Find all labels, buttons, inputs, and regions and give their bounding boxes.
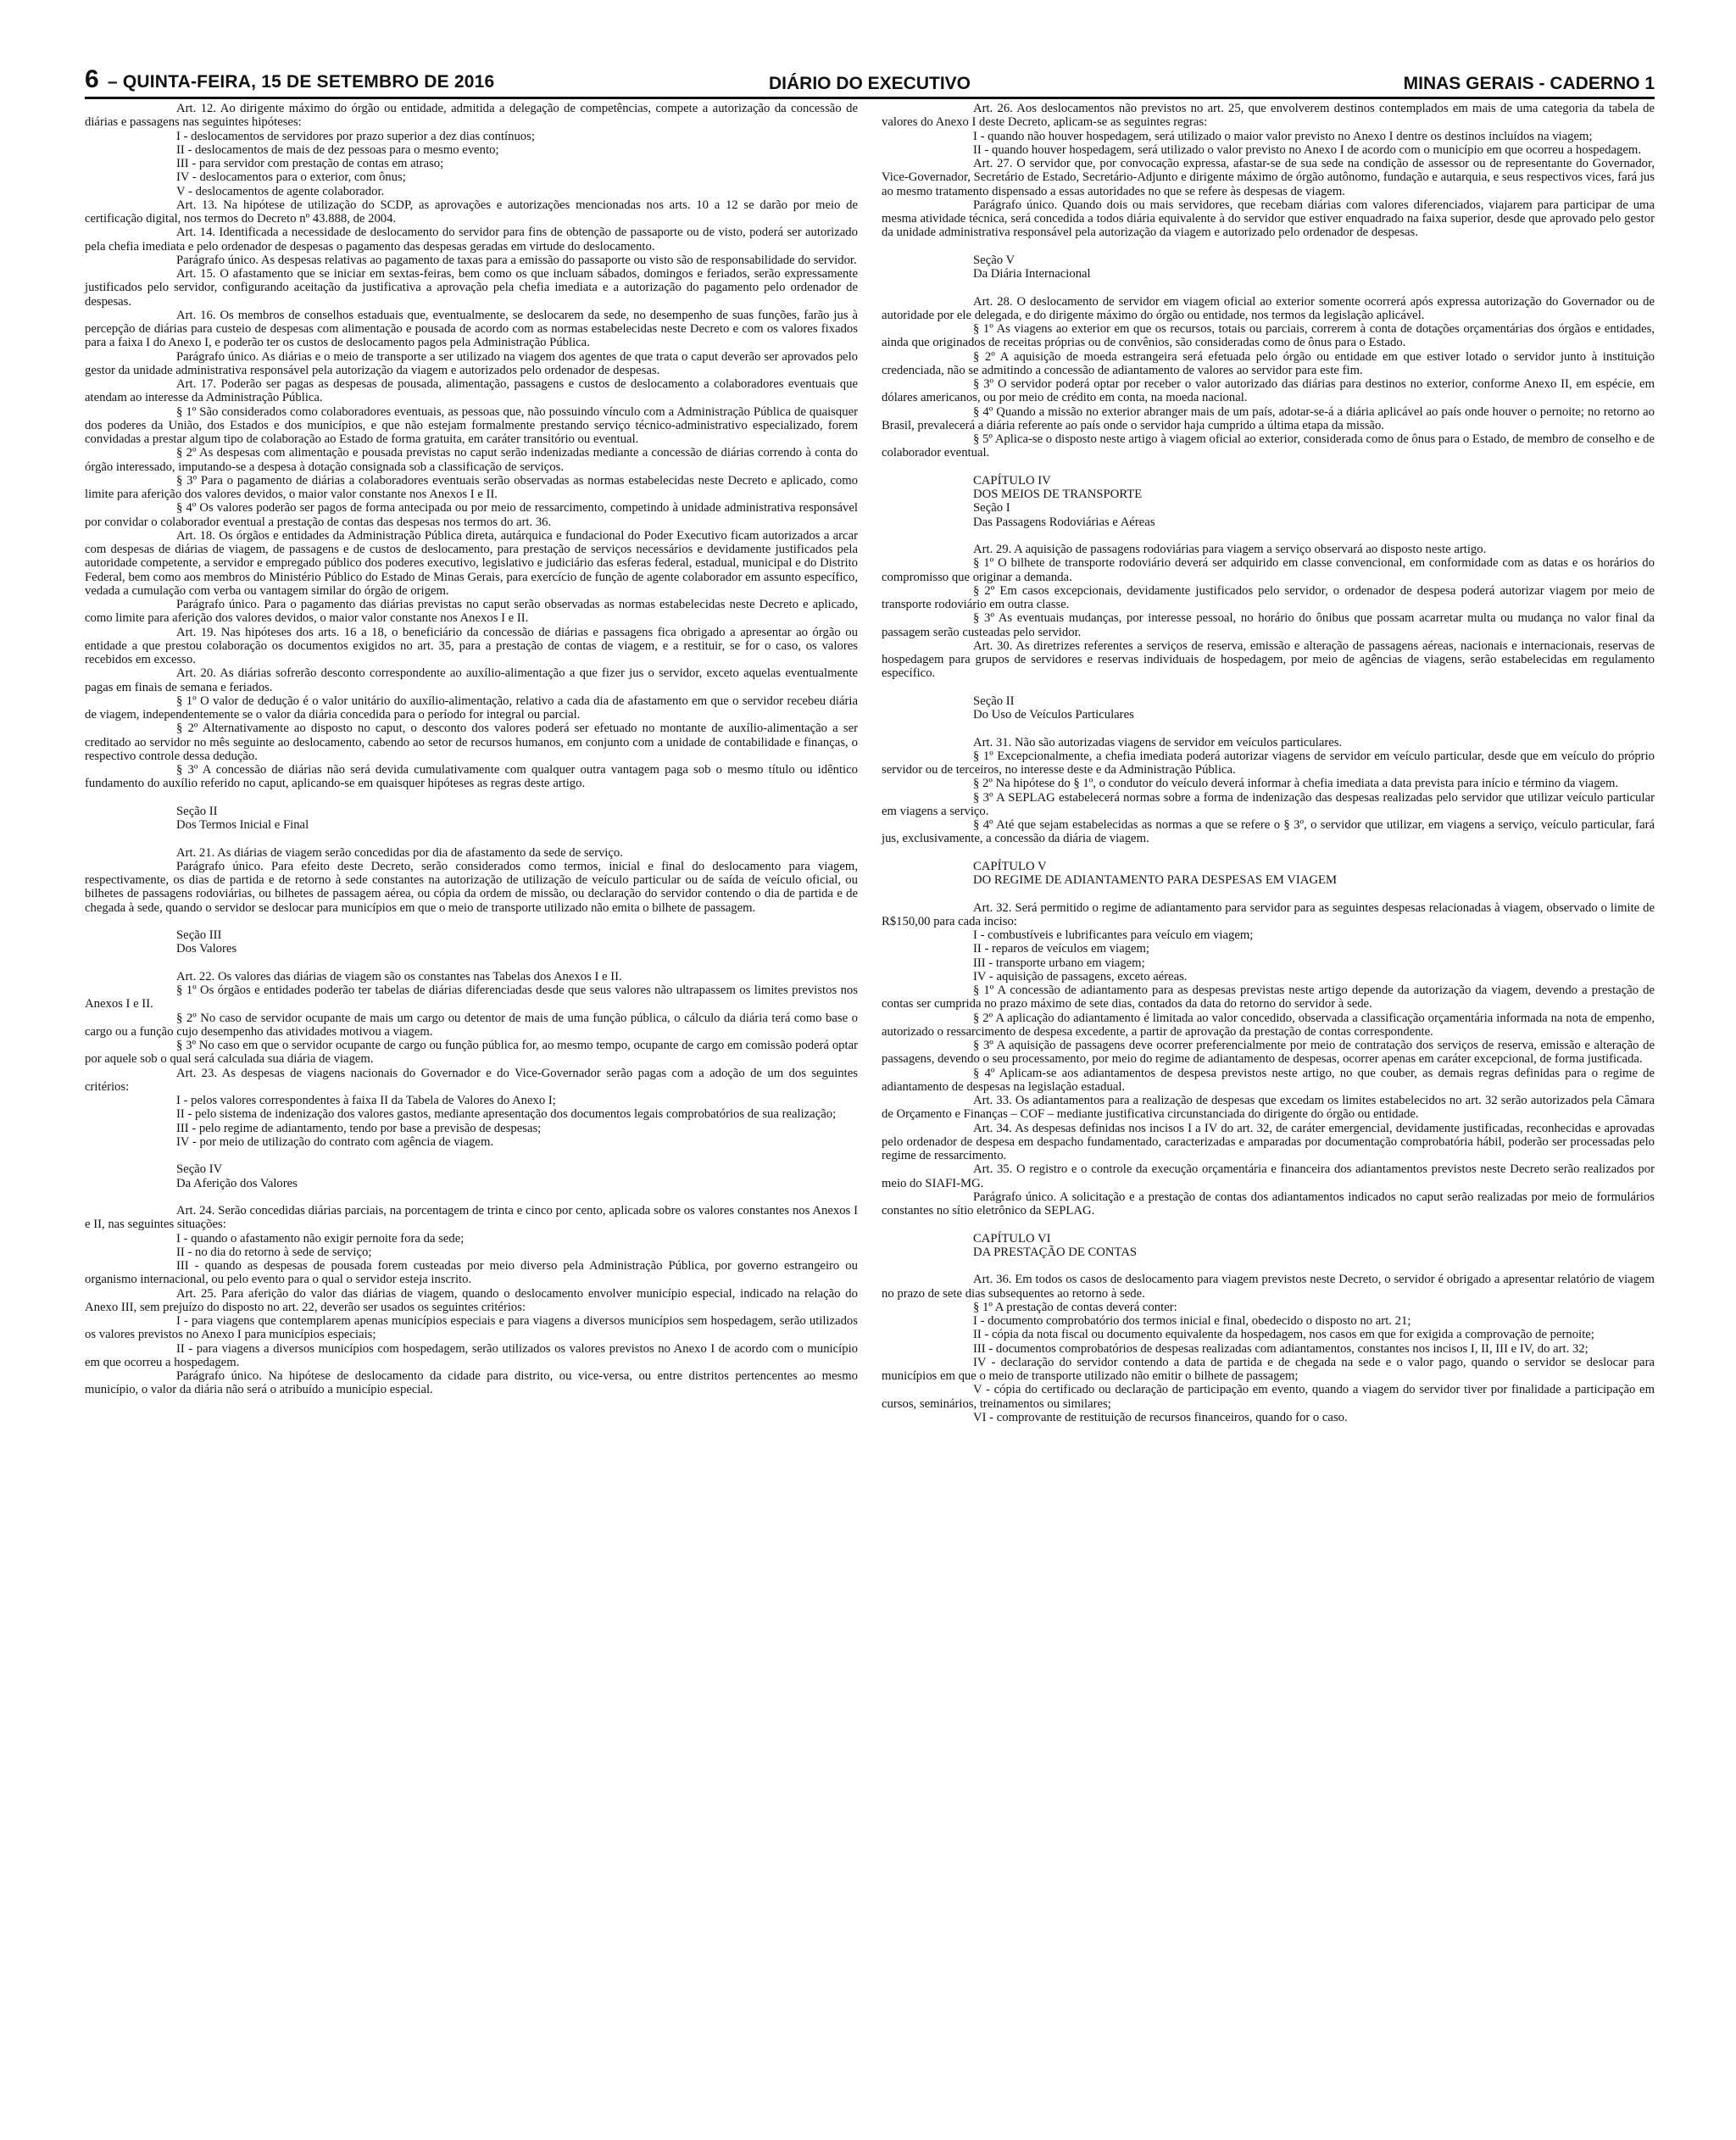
paragraph: Art. 35. O registro e o controle da execução orçamentária e financeira dos adiantamentos previstos neste Decreto serão realizados por meio do SIAFI-MG.: [882, 1162, 1655, 1190]
paragraph: II - cópia da nota fiscal ou documento equivalente da hospedagem, nos casos em que for exigida a comprovação de pernoite;: [973, 1328, 1594, 1342]
paragraph: § 4º Os valores poderão ser pagos de forma antecipada ou por meio de ressarcimento, competindo à unidade administrativa responsável por convidar o colaborador eventual a prestação de contas das despesas nos termos do art. 36.: [85, 501, 858, 529]
paragraph: V - deslocamentos de agente colaborador.: [176, 184, 385, 198]
paragraph: III - para servidor com prestação de contas em atraso;: [176, 157, 444, 170]
paragraph: Parágrafo único. Na hipótese de deslocamento da cidade para distrito, ou vice-versa, ou entre distritos pertencentes ao mesmo município, o valor da diária não será o atribuído a município especial.: [85, 1369, 858, 1397]
paragraph: Art. 19. Nas hipóteses dos arts. 16 a 18, o beneficiário da concessão de diárias e passagens fica obrigado a apresentar ao órgão ou entidade a que prestou colaboração os documentos exigidos no art. 35, para a prestação de contas de viagem, e a restituir, se for o caso, os valores recebidos em excesso.: [85, 625, 858, 666]
paragraph: Art. 24. Serão concedidas diárias parciais, na porcentagem de trinta e cinco por cento, aplicada sobre os valores constantes nos Anexos I e II, nas seguintes situações:: [85, 1204, 858, 1232]
chapter-title: DOS MEIOS DE TRANSPORTE: [973, 488, 1143, 501]
paragraph: Art. 34. As despesas definidas nos incisos I a IV do art. 32, de caráter emergencial, devidamente justificadas, reconhecidas e aprovadas pelo ordenador de despesa em despacho fundamentado, caracterizadas e amparadas por documentação comprobatória hábil, poderão ser processadas pelo regime de ressarcimento.: [882, 1121, 1655, 1162]
paragraph: Art. 18. Os órgãos e entidades da Administração Pública direta, autárquica e fundacional do Poder Executivo ficam autorizados a arcar com despesas de diárias de viagem, de passagens e de custos de deslocamento, para prestação de serviços necessários e devidamente justificados pela autoridade competente, a servidor e empregado público dos poderes executivo, legislativo e judiciário das esferas federal, estadual, municipal e do Distrito Federal, bem como aos membros do Ministério Público do Estado de Minas Gerais, para exercício de função de agente colaborador em assunto específico, vedada a cumulação com verba ou vantagem similar do órgão de origem.: [85, 528, 858, 598]
paragraph: Parágrafo único. As diárias e o meio de transporte a ser utilizado na viagem dos agentes de que trata o caput deverão ser aprovados pelo gestor da unidade administrativa responsável pela autorização da viagem e autorizados pelo ordenador de despesas.: [85, 349, 858, 377]
paragraph: § 2º Em casos excepcionais, devidamente justificados pelo servidor, o ordenador de despesa poderá autorizar viagem por meio de transporte rodoviário em outra classe.: [882, 583, 1655, 611]
chapter-title: DO REGIME DE ADIANTAMENTO PARA DESPESAS EM VIAGEM: [973, 873, 1338, 887]
section-subheading: Do Uso de Veículos Particulares: [973, 708, 1134, 722]
paragraph: II - reparos de veículos em viagem;: [973, 942, 1149, 956]
paragraph: Art. 29. A aquisição de passagens rodoviárias para viagem a serviço observará ao disposto neste artigo.: [973, 543, 1487, 556]
paragraph: Art. 12. Ao dirigente máximo do órgão ou entidade, admitida a delegação de competências, compete a autorização da concessão de diárias e passagens nas seguintes hipóteses:: [85, 102, 858, 130]
paragraph: § 1º A prestação de contas deverá conter:: [973, 1300, 1177, 1314]
paragraph: Art. 16. Os membros de conselhos estaduais que, eventualmente, se deslocarem da sede, no desempenho de suas funções, farão jus à percepção de diárias para custeio de despesas com alimentação e pousada de acordo com as normas estabelecidas neste Decreto e com os valores fixados para a faixa I do Anexo I, e poderão ter os custos de deslocamento pagos pela Administração Pública.: [85, 308, 858, 350]
paragraph: § 1º O valor de dedução é o valor unitário do auxílio-alimentação, relativo a cada dia de afastamento em que o servidor recebeu diária de viagem, independentemente se o valor da diária concedida para o período for integral ou parcial.: [85, 694, 858, 722]
paragraph: Art. 13. Na hipótese de utilização do SCDP, as aprovações e autorizações mencionadas nos arts. 10 a 12 se darão por meio de certificação digital, nos termos do Decreto nº 43.888, de 2004.: [85, 198, 858, 226]
paragraph: I - quando não houver hospedagem, será utilizado o maior valor previsto no Anexo I dentre os destinos incluídos na viagem;: [973, 129, 1593, 143]
paragraph: § 2º No caso de servidor ocupante de mais um cargo ou detentor de mais de uma função pública, o cálculo da diária terá como base o cargo ou a função cujo desempenho das atividades motivou a viagem.: [85, 1011, 858, 1039]
section-title: MINAS GERAIS - CADERNO 1: [1403, 74, 1655, 93]
paragraph: III - transporte urbano em viagem;: [973, 956, 1145, 970]
paragraph: Art. 22. Os valores das diárias de viagem são os constantes nas Tabelas dos Anexos I e II.: [176, 969, 622, 984]
paragraph: Art. 14. Identificada a necessidade de deslocamento do servidor para fins de obtenção de passaporte ou de visto, poderá ser autorizado pela chefia imediata e pelo ordenador de despesas o pagamento das despesas geradas em virtude do deslocamento.: [85, 226, 858, 254]
paragraph: I - pelos valores correspondentes à faixa II da Tabela de Valores do Anexo I;: [176, 1094, 556, 1107]
paragraph: Parágrafo único. Para efeito deste Decreto, serão considerados como termos, inicial e final do deslocamento para viagem, respectivamente, os dias de partida e de retorno à sede constantes na autorização de utilização de veículo particular ou de saída de veículo oficial, ou bilhetes de passagens rodoviárias, ou bilhetes de passagem aérea, ou cópia da ordem de missão, ou declaração do servidor contendo o dia de partida e de chegada à sede, quando o servidor se deslocar para municípios em que o meio de transporte utilizado não emita o bilhete de passagem.: [85, 859, 858, 915]
paragraph: V - cópia do certificado ou declaração de participação em evento, quando a viagem do servidor tiver por finalidade a participação em cursos, seminários, treinamentos ou similares;: [882, 1383, 1655, 1411]
paragraph: § 2º Na hipótese do § 1º, o condutor do veículo deverá informar à chefia imediata a data prevista para início e término da viagem.: [973, 777, 1619, 791]
paragraph: VI - comprovante de restituição de recursos financeiros, quando for o caso.: [973, 1410, 1348, 1424]
paragraph: § 3º A SEPLAG estabelecerá normas sobre a forma de indenização das despesas realizadas pelo servidor que utilizar veículo particular em viagens a serviço.: [882, 790, 1655, 818]
section-subheading: Dos Termos Inicial e Final: [176, 818, 309, 832]
paragraph: Art. 33. Os adiantamentos para a realização de despesas que excedam os limites estabelecidos no art. 32 serão autorizados pela Câmara de Orçamento e Finanças – COF – mediante justificativa circunstanciada do dirigente do órgão ou entidade.: [882, 1094, 1655, 1122]
paragraph: § 1º A concessão de adiantamento para as despesas previstas neste artigo depende da autorização da viagem, devendo a prestação de contas ser cumprida no prazo máximo de sete dias, contados da data do retorno do servidor à sede.: [882, 984, 1655, 1011]
paragraph: § 3º Para o pagamento de diárias a colaboradores eventuais serão observadas as normas estabelecidas neste Decreto e aplicado, como limite para aferição dos valores devidos, o maior valor constante nos Anexos I e II.: [85, 473, 858, 501]
section-heading: Seção II: [973, 694, 1015, 708]
paragraph: I - deslocamentos de servidores por prazo superior a dez dias contínuos;: [176, 129, 535, 143]
paragraph: § 3º A concessão de diárias não será devida cumulativamente com qualquer outra vantagem paga sob o mesmo título ou idêntico fundamento do auxílio referido no caput, aplicando-se em quaisquer hipóteses as regras deste artigo.: [85, 763, 858, 791]
paragraph: § 3º A aquisição de passagens deve ocorrer preferencialmente por meio de contratação dos serviços de reserva, emissão e alteração de passagens, devendo o seu processamento, por meio do regime de adiantamento de despesas, ocorrer apenas em caráter excepcional, de forma justificada.: [882, 1039, 1655, 1067]
paragraph: § 3º As eventuais mudanças, por interesse pessoal, no horário do ônibus que possam acarretar multa ou mudança no valor final da passagem serão custeadas pelo servidor.: [882, 611, 1655, 639]
paragraph: § 1º As viagens ao exterior em que os recursos, totais ou parciais, correrem à conta de dotações orçamentárias dos órgãos e entidades, ainda que originados de receitas próprias ou de convênios, são consideradas como de ônus para o Estado.: [882, 322, 1655, 350]
paragraph: § 4º Aplicam-se aos adiantamentos de despesa previstos neste artigo, no que couber, as demais regras definidas para o regime de adiantamento de despesas na legislação estadual.: [882, 1066, 1655, 1094]
paragraph: IV - declaração do servidor contendo a data de partida e de chegada na sede e o valor pago, quando o servidor se deslocar para municípios em que o meio de transporte utilizado não emitir o bilhete de passagem;: [882, 1355, 1655, 1383]
paragraph: § 1º São considerados como colaboradores eventuais, as pessoas que, não possuindo vínculo com a Administração Pública de quaisquer dos poderes da União, dos Estados e dos municípios, e que não estejam formalmente prestando serviço técnico-administrativo especializado, forem convidadas a prestar algum tipo de colaboração ao Estado de forma gratuita, em caráter transitório ou eventual.: [85, 404, 858, 446]
paragraph: § 4º Quando a missão no exterior abranger mais de um país, adotar-se-á a diária aplicável ao país onde houver o pernoite; no retorno ao Brasil, prevalecerá a diária referente ao país onde o servidor haja cumprido a última etapa da missão.: [882, 404, 1655, 432]
paragraph: III - pelo regime de adiantamento, tendo por base a previsão de despesas;: [176, 1121, 542, 1135]
paragraph: Art. 23. As despesas de viagens nacionais do Governador e do Vice-Governador serão pagas com a adoção de um dos seguintes critérios:: [85, 1066, 858, 1094]
paragraph: Art. 31. Não são autorizadas viagens de servidor em veículos particulares.: [973, 735, 1343, 750]
section-subheading: Dos Valores: [176, 942, 237, 956]
paragraph: II - no dia do retorno à sede de serviço;: [176, 1245, 372, 1259]
paragraph: I - quando o afastamento não exigir pernoite fora da sede;: [176, 1231, 465, 1246]
paragraph: § 4º Até que sejam estabelecidas as normas a que se refere o § 3º, o servidor que utilizar, em viagens a serviço, veículo particular, fará jus, exclusivamente, a concessão da diária de viagem.: [882, 818, 1655, 846]
chapter-title: DA PRESTAÇÃO DE CONTAS: [973, 1245, 1138, 1259]
paragraph: § 5º Aplica-se o disposto neste artigo à viagem oficial ao exterior, considerada como de ônus para o Estado, de membro de conselho e de colaborador eventual.: [882, 432, 1655, 460]
section-heading: Seção III: [176, 928, 222, 942]
paragraph: III - quando as despesas de pousada forem custeadas por meio diverso pela Administração Pública, por governo estrangeiro ou organismo internacional, ou pelo evento para o qual o servidor esteja inscrito.: [85, 1259, 858, 1287]
section-heading: Seção IV: [176, 1162, 223, 1177]
chapter-heading: CAPÍTULO V: [973, 859, 1047, 873]
paragraph: Art. 27. O servidor que, por convocação expressa, afastar-se de sua sede na condição de assessor ou de representante do Governador, Vice-Governador, Secretário de Estado, Secretário-Adjunto e dirigente máximo de órgão autônomo, fundação e autarquia, e seus respectivos vices, fará jus ao mesmo tratamento dispensado a essas autoridades no que se refere às despesas de viagem.: [882, 157, 1655, 198]
paragraph: Parágrafo único. As despesas relativas ao pagamento de taxas para a emissão do passaporte ou visto são de responsabilidade do servidor.: [176, 253, 857, 267]
right-column: [882, 102, 1655, 1424]
paragraph: § 1º Os órgãos e entidades poderão ter tabelas de diárias diferenciadas desde que seus valores não ultrapassem os limites previstos nos Anexos I e II.: [85, 984, 858, 1011]
chapter-heading: CAPÍTULO VI: [973, 1231, 1051, 1246]
paragraph: Parágrafo único. A solicitação e a prestação de contas dos adiantamentos indicados no caput serão realizadas por meio de formulários constantes no sítio eletrônico da SEPLAG.: [882, 1190, 1655, 1218]
paragraph: I - documento comprobatório dos termos inicial e final, obedecido o disposto no art. 21;: [973, 1314, 1411, 1328]
section-heading: Seção II: [176, 804, 218, 818]
section-subheading: Da Diária Internacional: [973, 267, 1091, 281]
paragraph: IV - deslocamentos para o exterior, com ônus;: [176, 170, 406, 185]
paragraph: II - pelo sistema de indenização dos valores gastos, mediante apresentação dos documentos legais comprobatórios de sua realização;: [176, 1107, 837, 1122]
paragraph: II - quando houver hospedagem, será utilizado o valor previsto no Anexo I de acordo com o município em que ocorreu a hospedagem.: [973, 142, 1641, 157]
section-subheading: Das Passagens Rodoviárias e Aéreas: [973, 515, 1155, 529]
paragraph: Art. 28. O deslocamento de servidor em viagem oficial ao exterior somente ocorrerá após expressa autorização do Governador ou de autoridade por ele delegada, e do dirigente máximo do órgão ou entidade, nos termos da legislação aplicável.: [882, 294, 1655, 322]
paragraph: Art. 21. As diárias de viagem serão concedidas por dia de afastamento da sede de serviço.: [176, 845, 623, 860]
paragraph: § 1º Excepcionalmente, a chefia imediata poderá autorizar viagens de servidor em veículo particular, desde que em veículo do próprio servidor ou de terceiros, no interesse deste e da Administração Pública.: [882, 749, 1655, 777]
page-number: 6: [85, 65, 99, 93]
paragraph: IV - aquisição de passagens, exceto aéreas.: [973, 969, 1188, 984]
paragraph: Art. 30. As diretrizes referentes a serviços de reserva, emissão e alteração de passagens aéreas, nacionais e internacionais, reservas de hospedagem para grupos de servidores e reservas individuais de hospedagem, por meio de agências de viagens, serão estabelecidas em regulamento específico.: [882, 638, 1655, 681]
paragraph: § 2º A aplicação do adiantamento é limitada ao valor concedido, observada a classificação orçamentária informada na nota de empenho, autorizado o ressarcimento de despesa excedente, a partir de aprovação da prestação de contas correspondente.: [882, 1011, 1655, 1039]
paragraph: Parágrafo único. Quando dois ou mais servidores, que recebam diárias com valores diferenciados, viajarem para participar de uma mesma atividade técnica, será concedida a todos diária equivalente à do servidor que estiver enquadrado na faixa superior, desde que aprovado pelo gestor da unidade administrativa responsável pela autorização da viagem e autorizado pelo ordenador de despesas.: [882, 198, 1655, 240]
paragraph: I - combustíveis e lubrificantes para veículo em viagem;: [973, 928, 1254, 942]
paragraph: Art. 36. Em todos os casos de deslocamento para viagem previstos neste Decreto, o servidor é obrigado a apresentar relatório de viagem no prazo de sete dias subsequentes ao retorno à sede.: [882, 1273, 1655, 1301]
paragraph: Art. 15. O afastamento que se iniciar em sextas-feiras, bem como os que incluam sábados, domingos e feriados, serão expressamente justificados pelo servidor, configurando aceitação da justificativa a aprovação pela chefia imediata e a autorização do pagamento pelo ordenador de despesas.: [85, 267, 858, 309]
paragraph: Parágrafo único. Para o pagamento das diárias previstas no caput serão observadas as normas estabelecidas neste Decreto e aplicado, como limite para aferição dos valores devidos, o maior valor constante nos Anexos I e II.: [85, 598, 858, 626]
paragraph: § 2º Alternativamente ao disposto no caput, o desconto dos valores poderá ser efetuado no montante de auxílio-alimentação a ser creditado ao servidor no mês seguinte ao deslocamento, cabendo ao setor de recursos humanos, em conjunto com a unidade de contabilidade e finanças, o respectivo controle dessa dedução.: [85, 722, 858, 763]
paragraph: Art. 17. Poderão ser pagas as despesas de pousada, alimentação, passagens e custos de deslocamento a colaboradores eventuais que atendam ao interesse da Administração Pública.: [85, 377, 858, 405]
left-column: [85, 102, 858, 1397]
paragraph: Art. 26. Aos deslocamentos não previstos no art. 25, que envolverem destinos contemplados em mais de uma categoria da tabela de valores do Anexo I deste Decreto, aplicam-se as seguintes regras:: [882, 102, 1655, 130]
paragraph: I - para viagens que contemplarem apenas municípios especiais e para viagens a diversos municípios sem hospedagem, serão utilizados os valores previstos no Anexo I para municípios especiais;: [85, 1314, 858, 1342]
paragraph: § 2º As despesas com alimentação e pousada previstas no caput serão indenizadas mediante a concessão de diárias correndo à conta do órgão interessado, imputando-se a despesa à dotação consignada sob a classificação de serviços.: [85, 446, 858, 474]
paragraph: III - documentos comprobatórios de despesas realizadas com adiantamentos, constantes nos incisos I, II, III e IV, do art. 32;: [973, 1341, 1589, 1356]
page-header: [85, 65, 1655, 99]
section-subheading: Da Aferição dos Valores: [176, 1176, 298, 1190]
paragraph: II - deslocamentos de mais de dez pessoas para o mesmo evento;: [176, 142, 499, 157]
paragraph: Art. 20. As diárias sofrerão desconto correspondente ao auxílio-alimentação a que fizer jus o servidor, exceto aquelas eventualmente pagas em finais de semana e feriados.: [85, 666, 858, 694]
paragraph: § 3º O servidor poderá optar por receber o valor autorizado das diárias para destinos no exterior, conforme Anexo II, em espécie, em dólares americanos, ou por meio de crédito em conta, na moeda nacional.: [882, 377, 1655, 405]
paragraph: § 1º O bilhete de transporte rodoviário deverá ser adquirido em classe convencional, em conformidade com as datas e os horários do compromisso que originar a demanda.: [882, 556, 1655, 584]
paragraph: § 3º No caso em que o servidor ocupante de cargo ou função pública for, ao mesmo tempo, ocupante de cargo em comissão poderá optar por aquele sob o qual será calculada sua diária de viagem.: [85, 1039, 858, 1067]
paragraph: II - para viagens a diversos municípios com hospedagem, serão utilizados os valores previstos no Anexo I de acordo com o município em que ocorreu a hospedagem.: [85, 1341, 858, 1369]
paragraph: § 2º A aquisição de moeda estrangeira será efetuada pelo órgão ou entidade em que estiver lotado o servidor junto à instituição credenciada, não se admitindo a concessão de adiantamento de valores ao servidor para este fim.: [882, 349, 1655, 377]
header-date: – QUINTA-FEIRA, 15 DE SETEMBRO DE 2016: [102, 72, 495, 92]
section-heading: Seção V: [973, 253, 1015, 267]
chapter-heading: CAPÍTULO IV: [973, 473, 1051, 488]
paragraph: IV - por meio de utilização do contrato com agência de viagem.: [176, 1134, 494, 1149]
paragraph: Art. 25. Para aferição do valor das diárias de viagem, quando o deslocamento envolver município especial, indicado na relação do Anexo III, sem prejuízo do disposto no art. 22, deverão ser usados os seguintes critérios:: [85, 1286, 858, 1314]
paragraph: Art. 32. Será permitido o regime de adiantamento para servidor para as seguintes despesas relacionadas à viagem, observado o limite de R$150,00 para cada inciso:: [882, 900, 1655, 928]
section-heading: Seção I: [973, 501, 1010, 515]
publication-title: DIÁRIO DO EXECUTIVO: [768, 74, 971, 93]
